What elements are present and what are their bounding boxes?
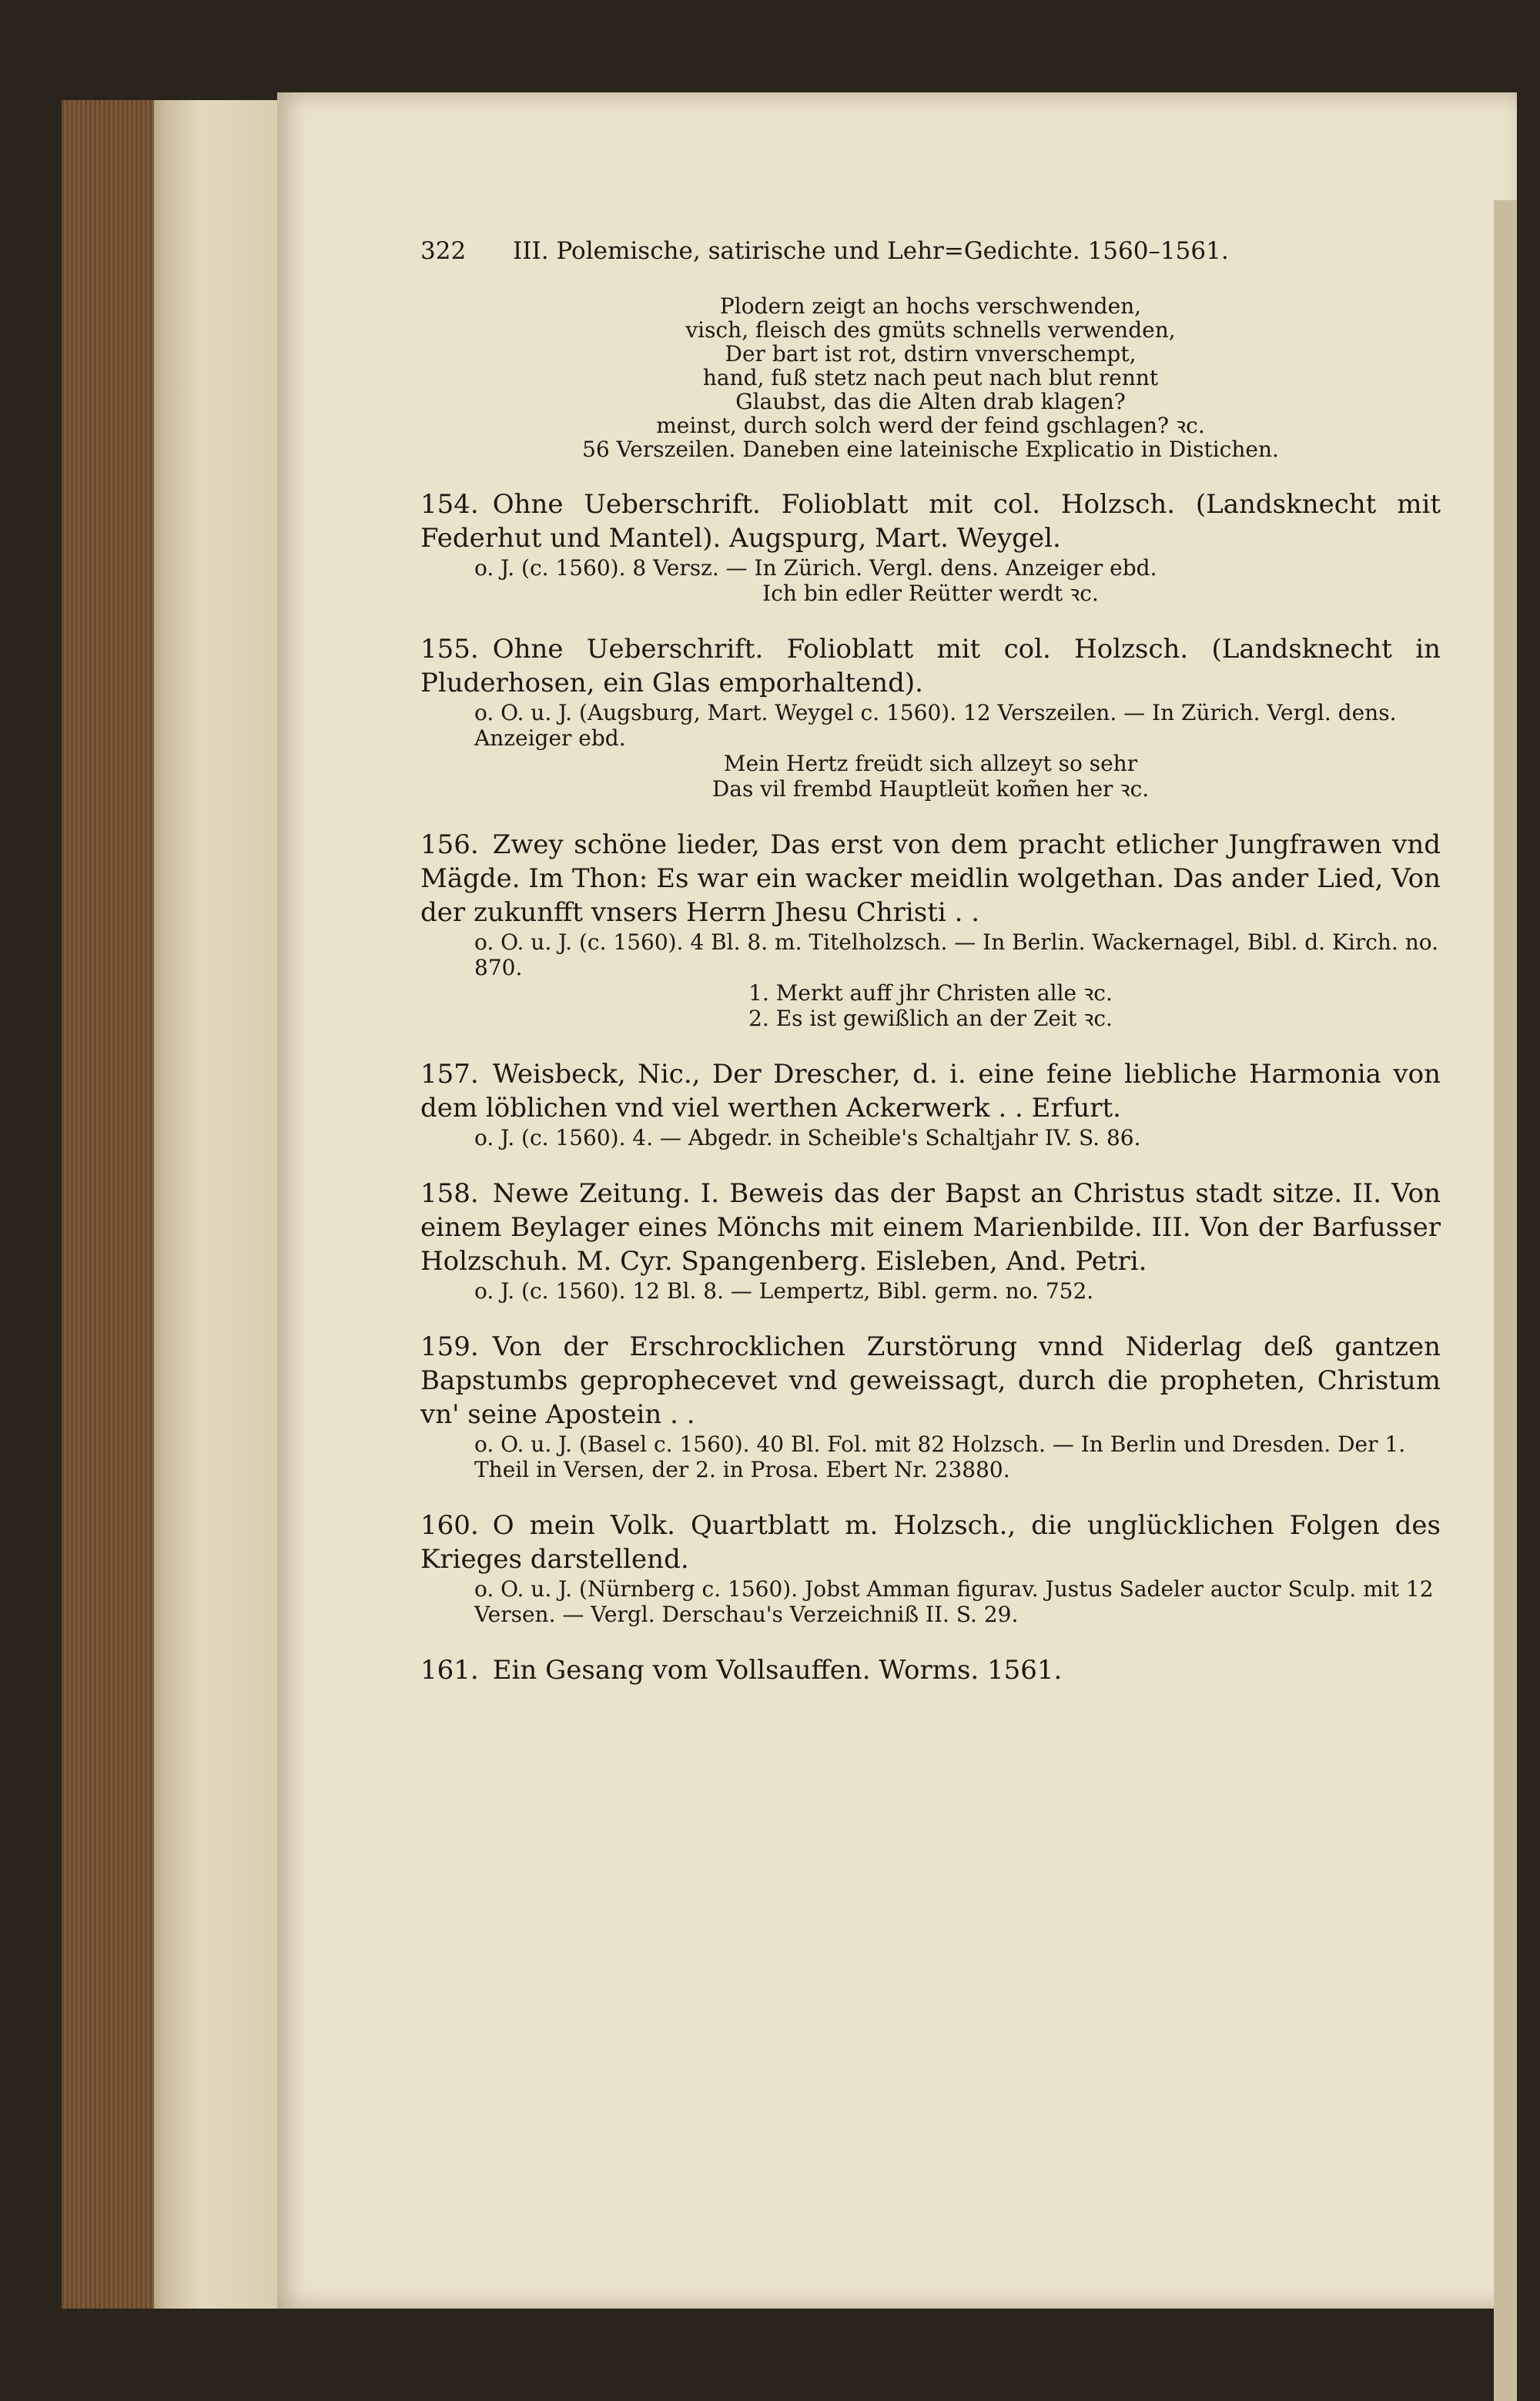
entry-155 [420,632,1441,802]
entry-detail: 1. Merkt auff jhr Christen alle ꝛc. [748,980,1113,1006]
entry-156 [420,828,1441,1031]
verse-note: 56 Verszeilen. Daneben eine lateinische Explicatio in Distichen. [582,437,1279,462]
entry-detail: o. O. u. J. (Nürnberg c. 1560). Jobst Amman figurav. Justus Sadeler auctor Sculp. mit 12 Versen. — Vergl. Derschau's Verzeichniß II. S. 29. [474,1576,1434,1627]
entry-detail: Mein Hertz freüdt sich allzeyt so sehr [723,751,1138,776]
verse-line: Plodern zeigt an hochs verschwenden, [719,293,1142,319]
entry-title: Zwey schöne lieder, Das erst von dem pracht etlicher Jungfrawen vnd Mägde. Im Thon: Es war ein wacker meidlin wolgethan. Das ander Lied, Von der zukunfft vnsers Herrn Jhesu Christi . . [420,829,1441,928]
entry-154 [420,487,1441,606]
entry-number: 154. [420,489,479,520]
entry-detail: 2. Es ist gewißlich an der Zeit ꝛc. [748,1006,1113,1031]
verse-line: visch, fleisch des gmüts schnells verwenden, [685,317,1176,343]
entry-number: 160. [420,1510,479,1541]
page-content [420,236,1441,1687]
page-header [420,236,1441,266]
book-page [277,92,1517,2309]
entry-number: 155. [420,634,479,665]
entry-title: Weisbeck, Nic., Der Drescher, d. i. eine feine liebliche Harmonia von dem löblichen vnd viel werthen Ackerwerk . . Erfurt. [420,1059,1441,1123]
entry-160 [420,1509,1441,1627]
running-title: III. Polemische, satirische und Lehr=Gedichte. 1560–1561. [513,237,1229,265]
entry-detail: o. O. u. J. (c. 1560). 4 Bl. 8. m. Titelholzsch. — In Berlin. Wackernagel, Bibl. d. Kirch. no. 870. [474,929,1439,980]
entry-161 [420,1653,1441,1687]
verse-line: Glaubst, das die Alten drab klagen? [735,389,1126,414]
entry-number: 161. [420,1655,479,1686]
entry-159 [420,1330,1441,1482]
entry-title: Ohne Ueberschrift. Folioblatt mit col. Holzsch. (Landsknecht in Pluderhosen, ein Glas emporhaltend). [420,634,1441,698]
entry-157 [420,1057,1441,1150]
entry-title: Von der Erschrocklichen Zurstörung vnnd Niderlag deß gantzen Bapstumbs geprophecevet vnd geweissagt, durch die propheten, Christum vn' seine Apostein . . [420,1331,1441,1430]
entry-number: 157. [420,1059,479,1090]
entry-number: 156. [420,829,479,860]
entry-158 [420,1177,1441,1304]
entry-title: Newe Zeitung. I. Beweis das der Bapst an Christus stadt sitze. II. Von einem Beylager eines Mönchs mit einem Marienbilde. III. Von der Barfusser Holzschuh. M. Cyr. Spangenberg. Eisleben, And. Petri. [420,1178,1441,1277]
entry-detail: o. O. u. J. (Augsburg, Mart. Weygel c. 1560). 12 Verszeilen. — In Zürich. Vergl. dens. Anzeiger ebd. [474,700,1397,751]
entry-number: 159. [420,1331,479,1362]
book-page-edges [62,100,293,2309]
entry-detail: Ich bin edler Reütter werdt ꝛc. [762,581,1099,606]
entry-detail: o. J. (c. 1560). 8 Versz. — In Zürich. Vergl. dens. Anzeiger ebd. [474,555,1157,581]
verse-line: hand, fuß stetz nach peut nach blut rennt [702,365,1159,390]
facing-page-edge [1494,200,1517,2401]
entry-detail: o. J. (c. 1560). 12 Bl. 8. — Lempertz, Bibl. germ. no. 752. [474,1278,1094,1304]
verse-block [420,294,1441,461]
entry-number: 158. [420,1178,479,1209]
entry-title: O mein Volk. Quartblatt m. Holzsch., die unglücklichen Folgen des Krieges darstellend. [420,1510,1441,1575]
verse-line: meinst, durch solch werd der feind gschlagen? ꝛc. [656,413,1205,438]
page-number: 322 [420,237,467,265]
entry-detail: o. O. u. J. (Basel c. 1560). 40 Bl. Fol. mit 82 Holzsch. — In Berlin und Dresden. Der 1. Theil in Versen, der 2. in Prosa. Ebert Nr. 23880. [474,1432,1406,1482]
entry-detail: o. J. (c. 1560). 4. — Abgedr. in Scheible's Schaltjahr IV. S. 86. [474,1125,1141,1150]
entry-title: Ein Gesang vom Vollsauffen. Worms. 1561. [492,1655,1063,1686]
entry-title: Ohne Ueberschrift. Folioblatt mit col. Holzsch. (Landsknecht mit Federhut und Mantel). Augspurg, Mart. Weygel. [420,489,1441,554]
entry-detail: Das vil frembd Hauptleüt kom̃en her ꝛc. [711,776,1150,802]
verse-line: Der bart ist rot, dstirn vnverschempt, [725,341,1137,367]
